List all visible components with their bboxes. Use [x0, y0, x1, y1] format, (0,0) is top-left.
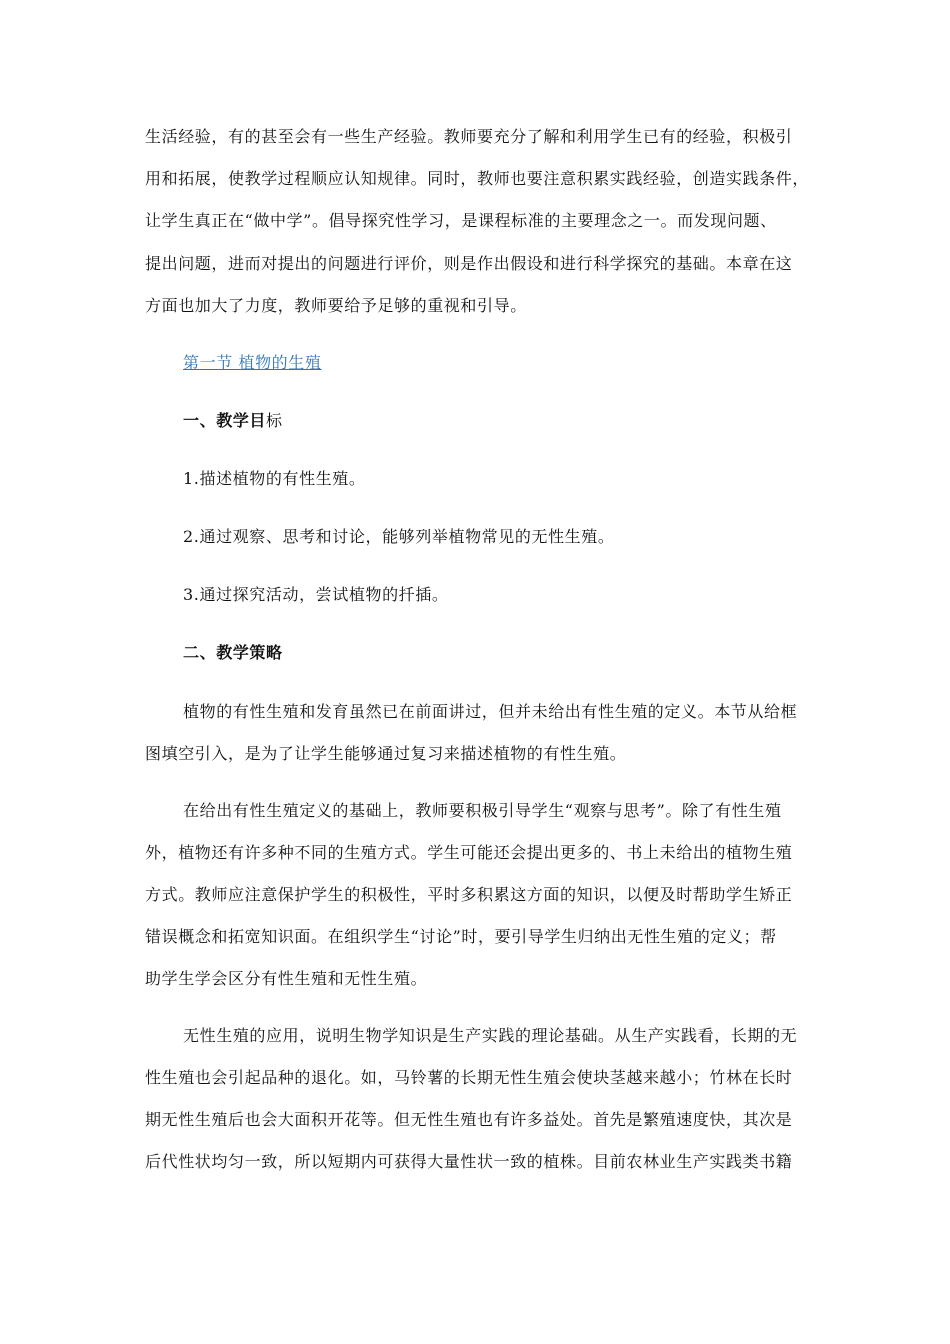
intro-line: 生活经验，有的甚至会有一些生产经验。教师要充分了解和利用学生已有的经验，积极引	[145, 127, 793, 146]
section-link[interactable]: 第一节 植物的生殖	[183, 353, 322, 372]
heading-tail-text: 标	[266, 411, 283, 430]
paragraph-line: 图填空引入，是为了让学生能够通过复习来描述植物的有性生殖。	[145, 744, 627, 763]
intro-line: 方面也加大了力度，教师要给予足够的重视和引导。	[145, 296, 527, 315]
paragraph-line: 外，植物还有许多种不同的生殖方式。学生可能还会提出更多的、书上未给出的植物生殖	[145, 843, 793, 862]
goal-item: 2.通过观察、思考和讨论，能够列举植物常见的无性生殖。	[183, 527, 615, 546]
section-heading-goals	[183, 410, 283, 432]
paragraph-line: 方式。教师应注意保护学生的积极性，平时多积累这方面的知识，以便及时帮助学生矫正	[145, 885, 793, 904]
goal-item: 3.通过探究活动，尝试植物的扦插。	[183, 585, 449, 604]
intro-line: 用和拓展，使教学过程顺应认知规律。同时，教师也要注意积累实践经验，创造实践条件，	[145, 169, 810, 188]
paragraph-line: 错误概念和拓宽知识面。在组织学生“讨论”时，要引导学生归纳出无性生殖的定义；帮	[145, 927, 777, 946]
paragraph-line: 在给出有性生殖定义的基础上，教师要积极引导学生“观察与思考”。除了有性生殖	[183, 801, 782, 820]
paragraph-line: 无性生殖的应用，说明生物学知识是生产实践的理论基础。从生产实践看，长期的无	[183, 1026, 798, 1045]
paragraph-line: 期无性生殖后也会大面积开花等。但无性生殖也有许多益处。首先是繁殖速度快，其次是	[145, 1110, 793, 1129]
paragraph-line: 后代性状均匀一致，所以短期内可获得大量性状一致的植株。目前农林业生产实践类书籍	[145, 1152, 793, 1171]
section-heading-strategy: 二、教学策略	[183, 643, 283, 662]
paragraph-line: 助学生学会区分有性生殖和无性生殖。	[145, 969, 428, 988]
intro-line: 提出问题，进而对提出的问题进行评价，则是作出假设和进行科学探究的基础。本章在这	[145, 254, 793, 273]
paragraph-line: 植物的有性生殖和发育虽然已在前面讲过，但并未给出有性生殖的定义。本节从给框	[183, 702, 798, 721]
heading-bold-text: 一、教学目	[183, 411, 267, 430]
goal-item: 1.描述植物的有性生殖。	[183, 469, 366, 488]
paragraph-line: 性生殖也会引起品种的退化。如，马铃薯的长期无性生殖会使块茎越来越小；竹林在长时	[145, 1068, 793, 1087]
intro-line: 让学生真正在“做中学”。倡导探究性学习，是课程标准的主要理念之一。而发现问题、	[145, 211, 777, 230]
